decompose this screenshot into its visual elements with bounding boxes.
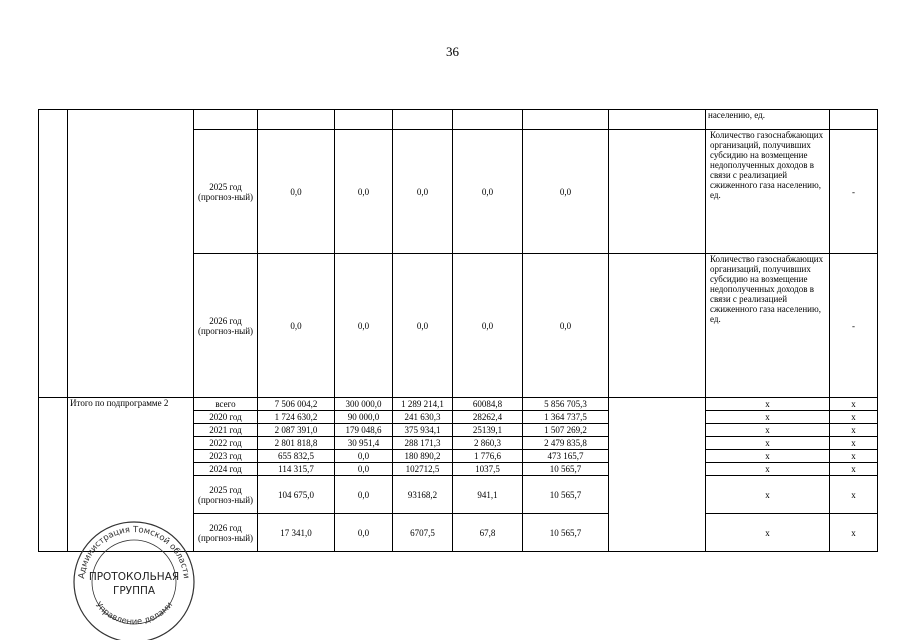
x-cell: х (706, 463, 830, 476)
value-cell: 0,0 (393, 130, 453, 254)
value-cell: 655 832,5 (258, 450, 335, 463)
value-cell: 0,0 (258, 130, 335, 254)
value-cell: 6707,5 (393, 514, 453, 552)
empty-cell (609, 130, 706, 254)
stamp-bottom-text: Управление делами (92, 600, 176, 628)
value-cell: 102712,5 (393, 463, 453, 476)
value-cell: 0,0 (335, 463, 393, 476)
value-cell: 10 565,7 (523, 463, 609, 476)
x-cell: х (830, 476, 878, 514)
x-cell: х (706, 424, 830, 437)
target-cell: - (830, 254, 878, 398)
value-cell: 67,8 (453, 514, 523, 552)
year-cell: 2024 год (194, 463, 258, 476)
value-cell: 17 341,0 (258, 514, 335, 552)
year-cell: 2026 год (прогноз-ный) (194, 514, 258, 552)
value-cell: 1037,5 (453, 463, 523, 476)
empty-cell (609, 398, 706, 552)
value-cell: 2 860,3 (453, 437, 523, 450)
year-cell: 2026 год (прогноз-ный) (194, 254, 258, 398)
value-cell: 0,0 (453, 130, 523, 254)
x-cell: х (830, 424, 878, 437)
number-cell (39, 398, 68, 552)
value-cell: 2 087 391,0 (258, 424, 335, 437)
value-cell: 0,0 (258, 254, 335, 398)
value-cell: 1 776,6 (453, 450, 523, 463)
year-cell: 2021 год (194, 424, 258, 437)
value-cell: 375 934,1 (393, 424, 453, 437)
value-cell: 473 165,7 (523, 450, 609, 463)
stamp-outer-text: Администрация Томской области (77, 524, 191, 580)
indicator-tail: населению, ед. (706, 110, 830, 130)
value-cell: 941,1 (453, 476, 523, 514)
number-cell (39, 110, 68, 398)
value-cell: 241 630,3 (393, 411, 453, 424)
x-cell: х (830, 514, 878, 552)
year-cell: всего (194, 398, 258, 411)
value-cell: 93168,2 (393, 476, 453, 514)
x-cell: х (706, 450, 830, 463)
total-label: Итого по подпрограмме 2 (68, 398, 194, 552)
year-cell: 2025 год (прогноз-ный) (194, 130, 258, 254)
value-cell: 7 506 004,2 (258, 398, 335, 411)
program-table (38, 109, 878, 552)
x-cell: х (706, 514, 830, 552)
value-cell: 0,0 (335, 514, 393, 552)
year-cell: 2020 год (194, 411, 258, 424)
empty-cell (609, 254, 706, 398)
value-cell: 0,0 (335, 476, 393, 514)
value-cell: 1 507 269,2 (523, 424, 609, 437)
stamp-center-line2: ГРУППА (112, 585, 156, 597)
value-cell: 10 565,7 (523, 476, 609, 514)
stamp-center-line1: ПРОТОКОЛЬНАЯ (88, 571, 180, 583)
value-cell: 1 364 737,5 (523, 411, 609, 424)
x-cell: х (830, 450, 878, 463)
value-cell: 2 801 818,8 (258, 437, 335, 450)
svg-text:Управление делами (93, 600, 175, 627)
value-cell: 90 000,0 (335, 411, 393, 424)
value-cell: 1 724 630,2 (258, 411, 335, 424)
value-cell: 60084,8 (453, 398, 523, 411)
value-cell: 180 890,2 (393, 450, 453, 463)
value-cell: 0,0 (453, 254, 523, 398)
value-cell: 0,0 (393, 254, 453, 398)
x-cell: х (706, 398, 830, 411)
value-cell: 1 289 214,1 (393, 398, 453, 411)
value-cell: 28262,4 (453, 411, 523, 424)
x-cell: х (706, 411, 830, 424)
target-cell: - (830, 130, 878, 254)
value-cell: 0,0 (523, 254, 609, 398)
x-cell: х (830, 437, 878, 450)
year-cell: 2023 год (194, 450, 258, 463)
x-cell: х (706, 476, 830, 514)
value-cell: 300 000,0 (335, 398, 393, 411)
x-cell: х (706, 437, 830, 450)
x-cell: х (830, 463, 878, 476)
protocol-group-stamp (70, 518, 198, 640)
name-cell (68, 110, 194, 398)
value-cell: 104 675,0 (258, 476, 335, 514)
value-cell: 30 951,4 (335, 437, 393, 450)
value-cell: 5 856 705,3 (523, 398, 609, 411)
year-cell: 2025 год (прогноз-ный) (194, 476, 258, 514)
x-cell: х (830, 411, 878, 424)
value-cell: 0,0 (523, 130, 609, 254)
value-cell: 25139,1 (453, 424, 523, 437)
value-cell: 0,0 (335, 450, 393, 463)
indicator-cell: Количество газоснабжающих организаций, получивших субсидию на возмещение недополученных доходов в связи с реализацией сжиженного газа населению, ед. (706, 130, 830, 254)
indicator-cell: Количество газоснабжающих организаций, получивших субсидию на возмещение недополученных доходов в связи с реализацией сжиженного газа населению, ед. (706, 254, 830, 398)
year-cell: 2022 год (194, 437, 258, 450)
value-cell: 2 479 835,8 (523, 437, 609, 450)
value-cell: 10 565,7 (523, 514, 609, 552)
page-number: 36 (446, 44, 459, 59)
value-cell: 0,0 (335, 130, 393, 254)
value-cell: 114 315,7 (258, 463, 335, 476)
x-cell: х (830, 398, 878, 411)
value-cell: 0,0 (335, 254, 393, 398)
value-cell: 288 171,3 (393, 437, 453, 450)
value-cell: 179 048,6 (335, 424, 393, 437)
